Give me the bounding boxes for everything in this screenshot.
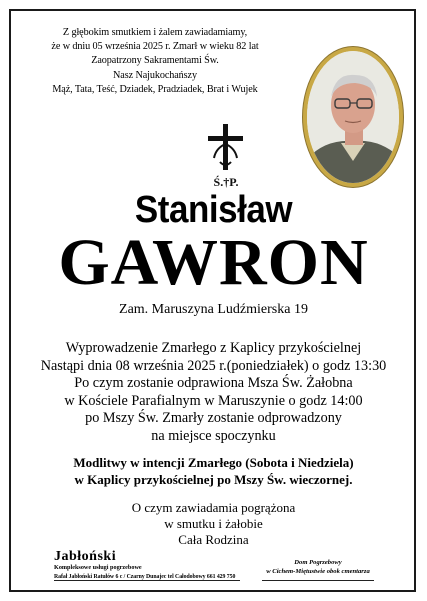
deceased-address: Zam. Maruszyna Ludźmierska 19: [119, 302, 308, 317]
funeral-home-location: w Cichem-Miętustwie obok cmentarza: [266, 568, 370, 575]
closing-line: O czym zawiadamia pogrążona: [131, 500, 296, 515]
brand-contact: Rafał Jabłoński Ratułów 6 c / Czarny Dunajec tel Całodobowy 661 429 750: [54, 574, 236, 580]
cross-icon: [196, 122, 256, 192]
funeral-home-info: [258, 558, 378, 576]
ceremony-line: w Kościele Parafialnym w Maruszynie o godz 14:00: [64, 392, 363, 409]
portrait-illustration: [307, 51, 399, 183]
prayer-line: w Kaplicy przykościelnej po Mszy Św. wieczornej.: [74, 471, 353, 487]
deceased-first-name: Stanisław: [134, 189, 293, 231]
intro-line: Zaopatrzony Sakramentami Św.: [91, 55, 219, 67]
ceremony-details: [0, 340, 427, 446]
ceremony-line: po Mszy Św. Zmarły zostanie odprowadzony: [85, 410, 342, 427]
ceremony-line: Po czym zostanie odprawiona Msza Św. Żałobna: [74, 375, 353, 392]
ceremony-line: Nastąpi dnia 08 września 2025 r.(poniedziałek) o godz 13:30: [40, 357, 387, 374]
intro-line: Z głębokim smutkiem i żalem zawiadamiamy,: [62, 27, 248, 38]
brand-name: Jabłoński: [54, 549, 117, 564]
deceased-surname: GAWRON: [58, 226, 369, 299]
closing-line: w smutku i żałobie: [164, 515, 263, 531]
cross-mark-text: Ś.†P.: [213, 175, 239, 189]
ceremony-line: na miejsce spoczynku: [151, 427, 276, 444]
intro-text: [30, 26, 280, 97]
intro-line: że w dniu 05 września 2025 r. Zmarł w wieku 82 lat: [51, 41, 259, 53]
closing-line: Cała Rodzina: [178, 531, 249, 547]
footer-divider-left: [54, 580, 240, 581]
footer-divider-right: [262, 580, 374, 581]
portrait-photo: [303, 47, 403, 187]
portrait-image: [307, 51, 399, 183]
funeral-home-logo: [54, 549, 254, 580]
brand-tagline: Kompleksowe usługi pogrzebowe: [54, 564, 142, 571]
cross-emblem: [196, 122, 256, 192]
funeral-home-title: Dom Pogrzebowy: [294, 559, 342, 566]
intro-line: Mąż, Tata, Teść, Dziadek, Pradziadek, Brat i Wujek: [52, 83, 258, 95]
intro-line: Nasz Najukochańszy: [113, 69, 197, 81]
family-closing: [0, 500, 427, 547]
prayer-line: Modlitwy w intencji Zmarłego (Sobota i Niedziela): [73, 455, 354, 470]
prayer-info: [0, 455, 427, 488]
ceremony-line: Wyprowadzenie Zmarłego z Kaplicy przykościelnej: [65, 340, 362, 356]
